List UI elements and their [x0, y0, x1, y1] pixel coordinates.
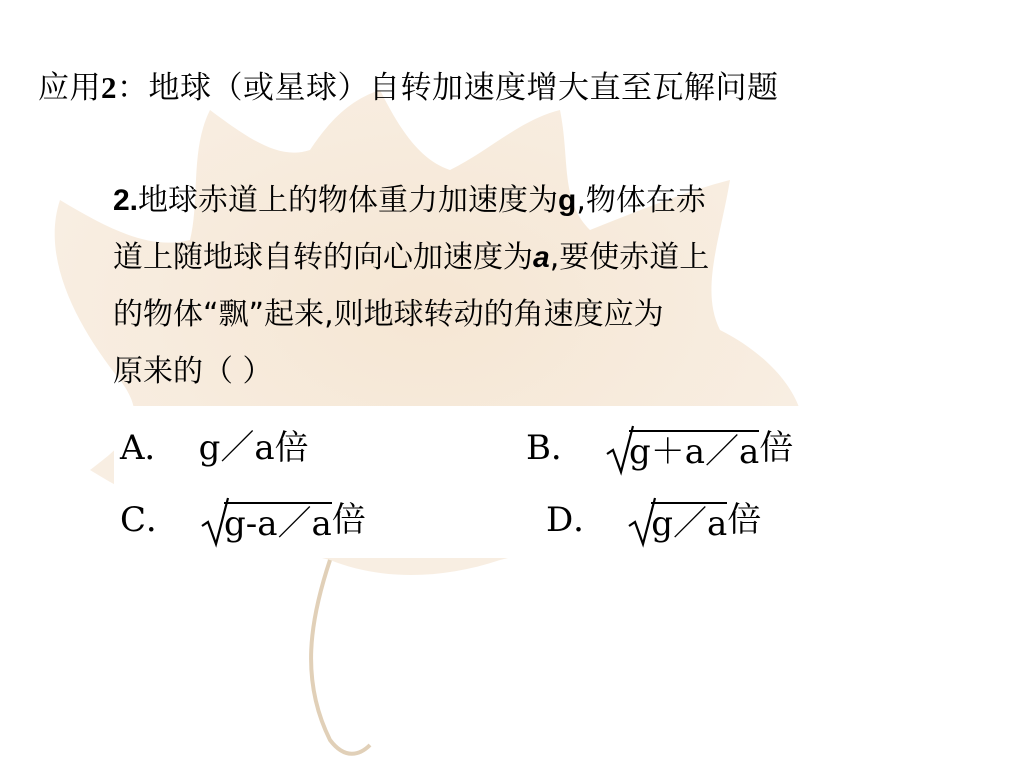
option-expression: g＋a／a: [629, 432, 760, 472]
option-suffix: 倍: [727, 500, 762, 540]
option-suffix: 倍: [759, 428, 794, 468]
option-suffix: 倍: [274, 428, 309, 468]
title-prefix: 应用: [38, 70, 101, 106]
leaf-stem: [311, 560, 370, 754]
option-expression: g‐a／a: [224, 504, 332, 544]
question-line-3: 的物体“飘”起来,则地球转动的角速度应为: [113, 297, 664, 332]
question-line-2-text-a: 道上随地球自转的向心加速度为: [113, 240, 533, 275]
question-line-1: [113, 172, 913, 229]
square-root-icon: [627, 498, 727, 546]
question-line-4: 原来的（ ）: [113, 354, 273, 389]
option-b[interactable]: [526, 426, 793, 470]
option-suffix: 倍: [331, 500, 366, 540]
slide-title: [38, 62, 779, 107]
option-expression: g／a: [198, 428, 275, 468]
variable-a: a: [533, 241, 550, 274]
title-rest: ：地球（或星球）自转加速度增大直至瓦解问题: [117, 70, 779, 106]
option-expression: g／a: [651, 504, 728, 544]
option-letter: A．: [120, 428, 179, 468]
option-d[interactable]: [546, 498, 761, 542]
question-number: 2.: [113, 184, 139, 217]
option-letter: B．: [526, 428, 585, 468]
square-root-icon: [200, 498, 332, 546]
title-number: 2: [101, 70, 117, 105]
question-line-1-text-a: 地球赤道上的物体重力加速度为: [138, 183, 559, 218]
question-text: [113, 172, 913, 400]
option-letter: D．: [546, 500, 608, 540]
option-letter: C．: [120, 500, 181, 540]
question-line-1-text-b: ,物体在赤: [576, 183, 706, 218]
variable-g: g: [558, 184, 577, 217]
option-c[interactable]: [120, 498, 366, 542]
question-line-2: [113, 229, 913, 286]
option-a[interactable]: [120, 426, 309, 470]
square-root-icon: [605, 426, 759, 474]
answer-options-panel: [114, 406, 818, 558]
question-line-2-text-b: ,要使赤道上: [549, 240, 710, 275]
